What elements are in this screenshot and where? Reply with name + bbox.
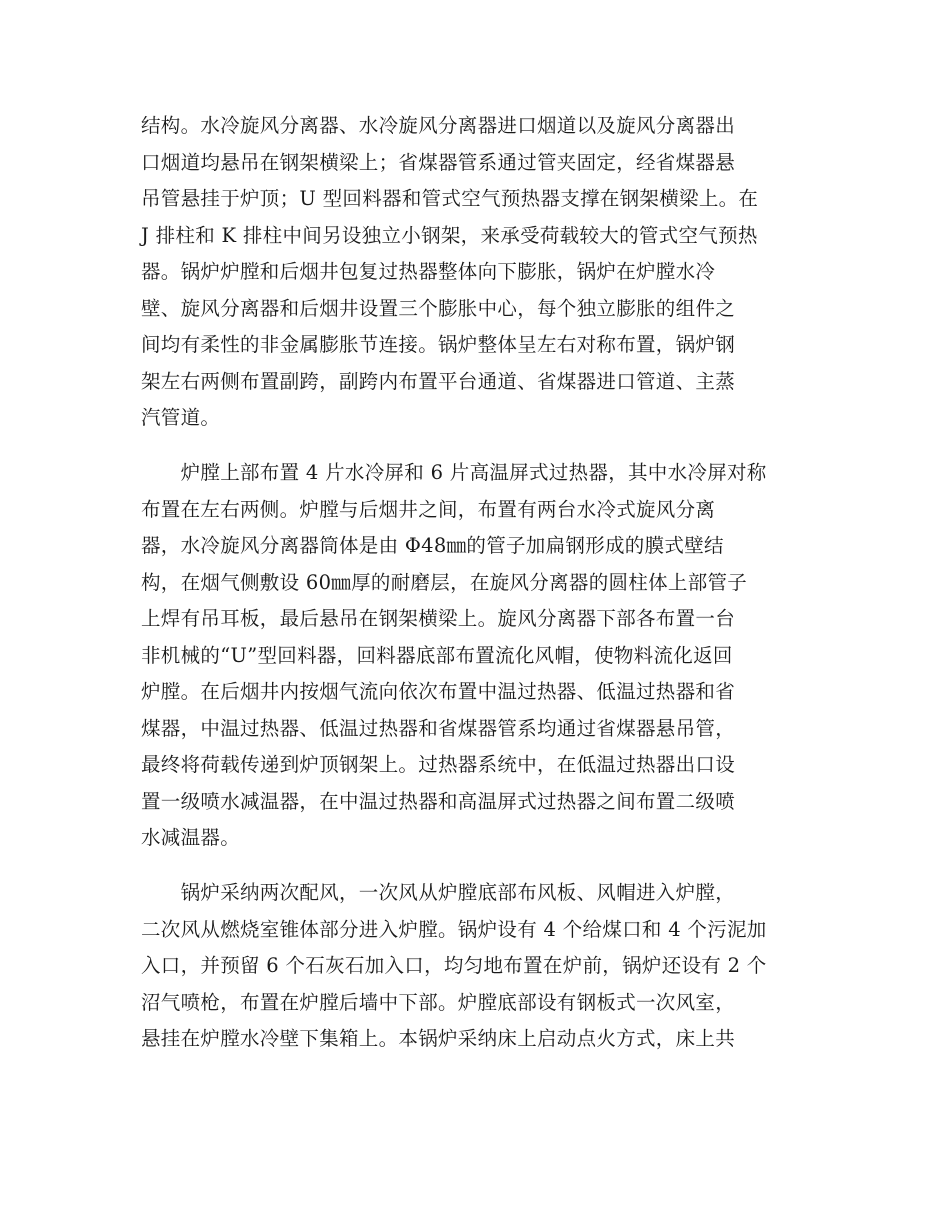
paragraph-furnace-layout bbox=[141, 455, 821, 857]
text-line: 置一级喷水减温器，在中温过热器和高温屏式过热器之间布置二级喷 bbox=[141, 789, 736, 813]
text-line: 器，水冷旋风分离器筒体是由 Φ48㎜的管子加扁钢形成的膜式壁结 bbox=[141, 534, 724, 557]
text-line: 器。锅炉炉膛和后烟井包复过热器整体向下膨胀，锅炉在炉膛水冷 bbox=[141, 260, 716, 283]
text-line: 汽管道。 bbox=[141, 406, 221, 429]
text-line: 最终将荷载传递到炉顶钢架上。过热器系统中，在低温过热器出口设 bbox=[141, 753, 736, 776]
text-line: 悬挂在炉膛水冷壁下集箱上。本锅炉采纳床上启动点火方式，床上共 bbox=[141, 1027, 736, 1050]
paragraph-air-distribution bbox=[141, 875, 821, 1058]
text-line: 上焊有吊耳板，最后悬吊在钢架横梁上。旋风分离器下部各布置一台 bbox=[141, 607, 736, 630]
text-line: 间均有柔性的非金属膨胀节连接。锅炉整体呈左右对称布置，锅炉钢 bbox=[141, 333, 736, 356]
text-line: 水减温器。 bbox=[141, 826, 241, 849]
text-line: 锅炉采纳两次配风，一次风从炉膛底部布风板、风帽进入炉膛， bbox=[141, 881, 736, 904]
text-line: 壁、旋风分离器和后烟井设置三个膨胀中心，每个独立膨胀的组件之 bbox=[141, 296, 736, 320]
text-line: 口烟道均悬吊在钢架横梁上；省煤器管系通过管夹固定，经省煤器悬 bbox=[141, 150, 736, 174]
text-line: 入口，并预留 6 个石灰石加入口，均匀地布置在炉前，锅炉还设有 2 个 bbox=[141, 954, 767, 977]
text-line: 非机械的“U”型回料器，回料器底部布置流化风帽，使物料流化返回 bbox=[141, 643, 733, 667]
text-line: 沼气喷枪，布置在炉膛后墙中下部。炉膛底部设有钢板式一次风室， bbox=[141, 990, 736, 1014]
paragraph-boiler-structure bbox=[141, 108, 821, 437]
text-line: 结构。水冷旋风分离器、水冷旋风分离器进口烟道以及旋风分离器出 bbox=[141, 114, 736, 137]
text-line: J 排柱和 K 排柱中间另设独立小钢架，来承受荷载较大的管式空气预热 bbox=[141, 223, 758, 247]
text-line: 构，在烟气侧敷设 60㎜厚的耐磨层，在旋风分离器的圆柱体上部管子 bbox=[141, 570, 748, 594]
text-line: 吊管悬挂于炉顶；U 型回料器和管式空气预热器支撑在钢架横梁上。在 bbox=[141, 187, 759, 210]
text-line: 布置在左右两侧。炉膛与后烟井之间，布置有两台水冷式旋风分离 bbox=[141, 497, 716, 521]
text-line: 二次风从燃烧室锥体部分进入炉膛。锅炉设有 4 个给煤口和 4 个污泥加 bbox=[141, 917, 767, 941]
text-line: 煤器，中温过热器、低温过热器和省煤器管系均通过省煤器悬吊管， bbox=[141, 716, 736, 740]
text-line: 炉膛上部布置 4 片水冷屏和 6 片高温屏式过热器，其中水冷屏对称 bbox=[141, 461, 767, 484]
text-line: 炉膛。在后烟井内按烟气流向依次布置中温过热器、低温过热器和省 bbox=[141, 680, 736, 703]
text-line: 架左右两侧布置副跨，副跨内布置平台通道、省煤器进口管道、主蒸 bbox=[141, 369, 736, 393]
